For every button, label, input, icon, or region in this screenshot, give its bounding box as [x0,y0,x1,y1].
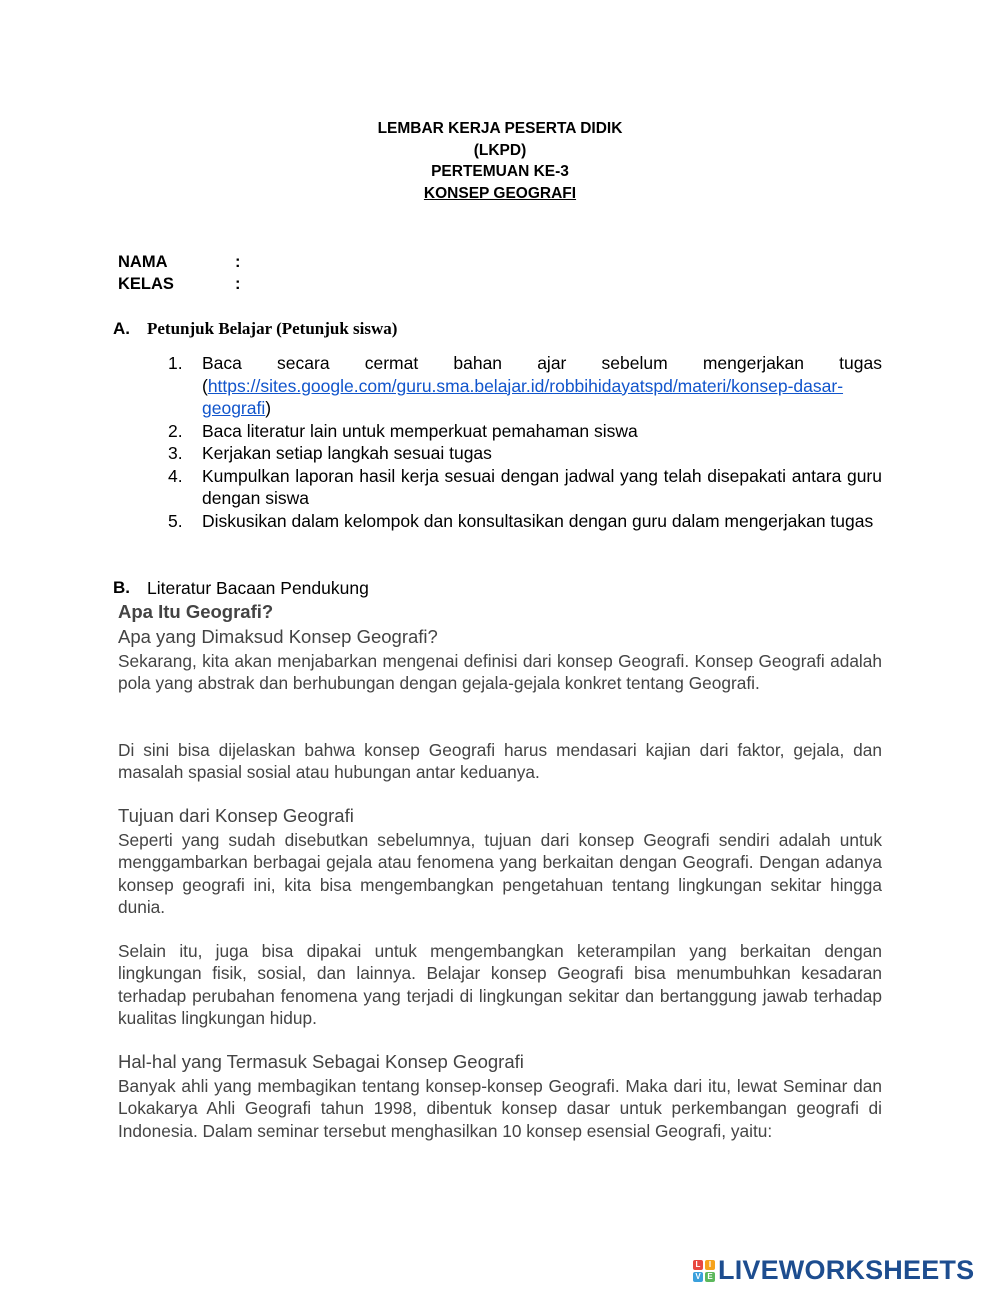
step-number: 1. [168,353,183,373]
list-item [168,352,882,420]
heading-concept-goals: Tujuan dari Konsep Geografi [118,805,354,826]
class-colon: : [235,275,241,293]
paragraph-goals-1: Seperti yang sudah disebutkan sebelumnya, tujuan dari konsep Geografi sendiri adalah untuk menggambarkan berbagai gejala atau fenomena yang berkaitan dengan Geografi. Dengan adanya konsep geografi ini, kita bisa mengembangkan pengetahuan tentang lingkungan sekitar hingga dunia. [118,830,882,918]
paragraph-definition-2: Di sini bisa dijelaskan bahwa konsep Geografi harus mendasari kajian dari faktor, gejala, dan masalah spasial sosial atau hubungan antar keduanya. [118,740,882,783]
step-text: Baca literatur lain untuk memperkuat pemahaman siswa [202,420,638,441]
instruction-list [168,352,882,532]
class-label: KELAS [118,275,174,293]
name-colon: : [235,253,241,271]
title-line-1: LEMBAR KERJA PESERTA DIDIK [377,120,623,137]
paragraph-definition-1: Sekarang, kita akan menjabarkan mengenai definisi dari konsep Geografi. Konsep Geografi adalah pola yang abstrak dan berhubungan dengan gejala-gejala konkret tentang Geografi. [118,651,882,694]
title-line-2: (LKPD) [473,141,527,159]
heading-concept-definition: Apa yang Dimaksud Konsep Geografi? [118,626,438,647]
step-text: Kerjakan setiap langkah sesuai tugas [202,443,492,463]
section-a-title: Petunjuk Belajar (Petunjuk siswa) [147,319,398,338]
step-number: 4. [168,465,183,486]
step-number: 5. [168,510,183,531]
liveworksheets-logo-icon: L I V E [693,1260,715,1282]
heading-what-is-geography: Apa Itu Geografi? [118,601,274,622]
paragraph-concept-items: Banyak ahli yang membagikan tentang konsep-konsep Geografi. Maka dari itu, lewat Seminar dan Lokakarya Ahli Geografi tahun 1998, dibentuk konsep dasar untuk perkembangan geografi di Indonesia. Dalam seminar tersebut menghasilkan 10 konsep esensial Geografi, yaitu: [118,1076,882,1141]
list-item [168,465,882,510]
step-text: Baca secara cermat bahan ajar sebelum mengerjakan tugas (https://sites.google.com/guru.sma.belajar.id/robbihidayatspd/materi/konsep-dasar-geografi) [202,353,882,418]
material-link[interactable]: https://sites.google.com/guru.sma.belajar.id/robbihidayatspd/materi/konsep-dasar-geografi [202,375,844,418]
step-text: Diskusikan dalam kelompok dan konsultasikan dengan guru dalam mengerjakan tugas [202,510,874,531]
title-line-4: KONSEP GEOGRAFI [423,184,577,202]
name-label: NAMA [118,253,168,271]
paragraph-goals-2: Selain itu, juga bisa dipakai untuk mengembangkan keterampilan yang berkaitan dengan lingkungan fisik, sosial, dan lainnya. Belajar konsep Geografi bisa menumbuhkan kesadaran terhadap perubahan fenomena yang terjadi di lingkungan sekitar dan bertanggung jawab terhadap kualitas lingkungan hidup. [118,941,882,1029]
list-item [168,442,882,465]
heading-concept-items: Hal-hal yang Termasuk Sebagai Konsep Geografi [118,1051,524,1072]
section-a-letter: A. [113,319,130,338]
list-item [168,510,882,533]
section-b-title: Literatur Bacaan Pendukung [147,578,369,598]
document-title-block [0,118,1000,204]
step-number: 2. [168,420,183,441]
list-item [168,420,882,443]
step-number: 3. [168,443,183,463]
step-text: Kumpulkan laporan hasil kerja sesuai dengan jadwal yang telah disepakati antara guru dengan siswa [202,465,882,508]
section-b-letter: B. [113,578,130,597]
liveworksheets-brand [693,1255,974,1286]
brand-wordmark: LIVEWORKSHEETS [718,1255,975,1285]
title-line-3: PERTEMUAN KE-3 [431,163,569,180]
